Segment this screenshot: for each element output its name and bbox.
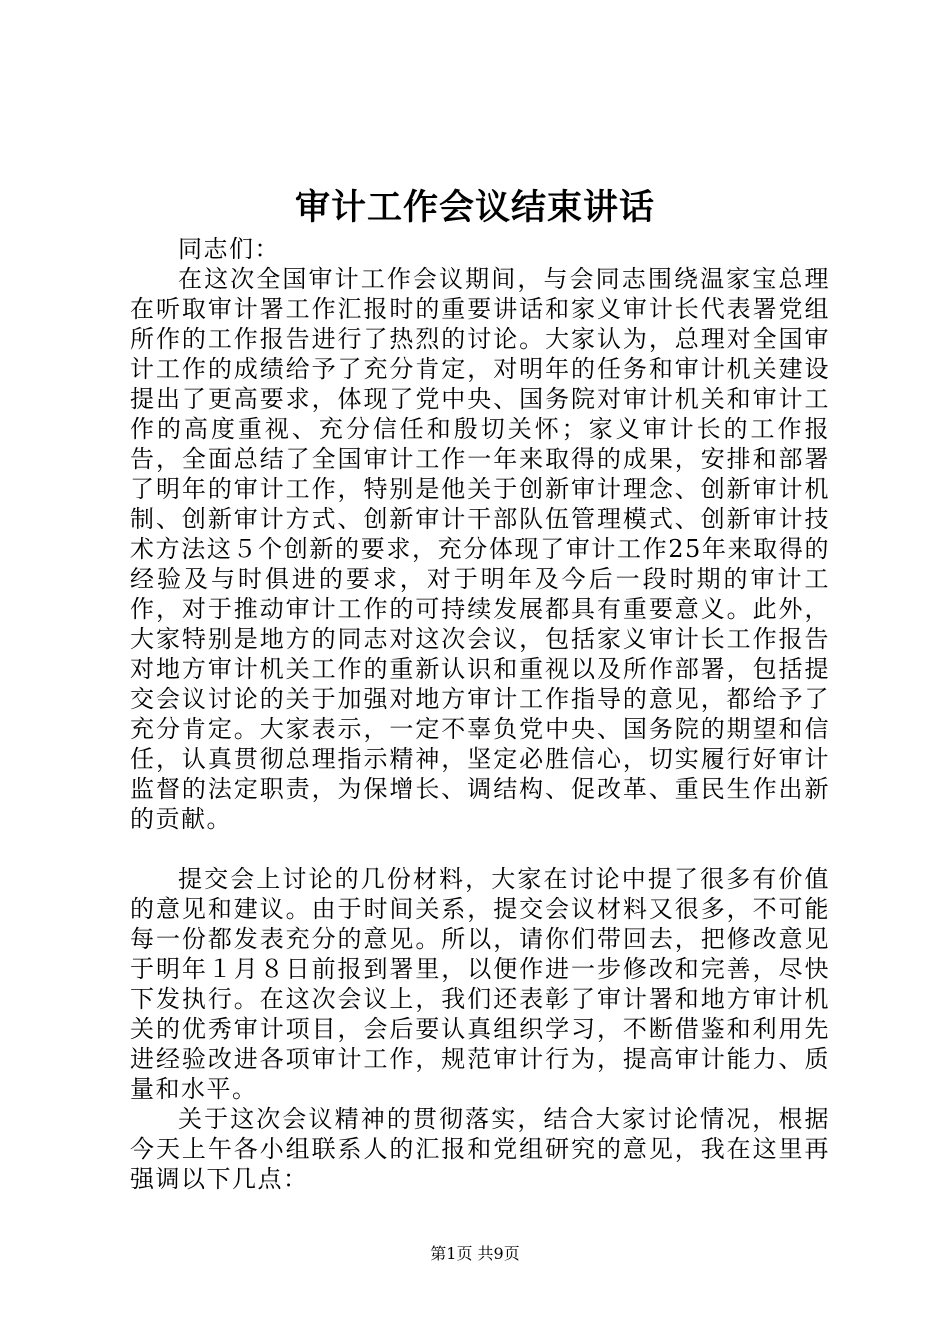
paragraph-1: 在这次全国审计工作会议期间，与会同志围绕温家宝总理在听取审计署工作汇报时的重要讲话和家义审计长代表署党组所作的工作报告进行了热烈的讨论。大家认为，总理对全国审计工作的成绩给予了充分肯定，对明年的任务和审计机关建设提出了更高要求，体现了党中央、国务院对审计机关和审计工作的高度重视、充分信任和殷切关怀；家义审计长的工作报告，全面总结了全国审计工作一年来取得的成果，安排和部署了明年的审计工作，特别是他关于创新审计理念、创新审计机制、创新审计方式、创新审计干部队伍管理模式、创新审计技术方法这５个创新的要求，充分体现了审计工作25年来取得的经验及与时俱进的要求，对于明年及今后一段时期的审计工作，对于推动审计工作的可持续发展都具有重要意义。此外，大家特别是地方的同志对这次会议，包括家义审计长工作报告对地方审计机关工作的重新认识和重视以及所作部署，包括提交会议讨论的关于加强对地方审计工作指导的意见，都给予了充分肯定。大家表示，一定不辜负党中央、国务院的期望和信任，认真贯彻总理指示精神，坚定必胜信心，切实履行好审计监督的法定职责，为保增长、调结构、促改革、重民生作出新的贡献。: [130, 265, 830, 833]
document-title: 审计工作会议结束讲话: [294, 187, 655, 228]
paragraph-3: 关于这次会议精神的贯彻落实，结合大家讨论情况，根据今天上午各小组联系人的汇报和党组研究的意见，我在这里再强调以下几点：: [130, 1105, 830, 1193]
salutation: 同志们：: [178, 235, 280, 263]
page-number-footer: 第1页 共9页: [430, 1244, 520, 1263]
document-body: [130, 234, 830, 1194]
paragraph-2: 提交会上讨论的几份材料，大家在讨论中提了很多有价值的意见和建议。由于时间关系，提交会议材料又很多，不可能每一份都发表充分的意见。所以，请你们带回去，把修改意见于明年１月８日前报到署里，以便作进一步修改和完善，尽快下发执行。在这次会议上，我们还表彰了审计署和地方审计机关的优秀审计项目，会后要认真组织学习，不断借鉴和利用先进经验改进各项审计工作，规范审计行为，提高审计能力、质量和水平。: [130, 865, 830, 1103]
